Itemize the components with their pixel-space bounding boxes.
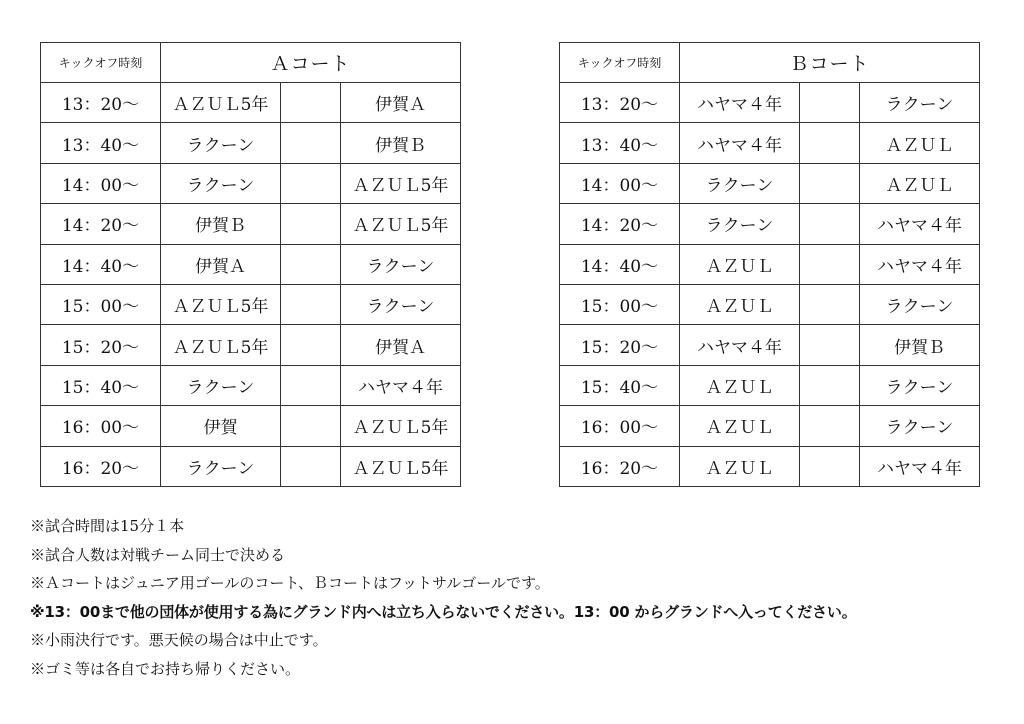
court-a-schedule-table [40, 42, 461, 487]
match-row [41, 406, 461, 446]
team1-name: ハヤマ４年 [680, 83, 800, 123]
team1-name: ラクーン [680, 204, 800, 244]
match-row [560, 244, 980, 284]
team1-name: ＡＺＵＬ [680, 446, 800, 486]
note-line: ※試合人数は対戦チーム同士で決める [30, 545, 286, 564]
score-cell [800, 406, 860, 446]
kickoff-time: 14：00〜 [560, 163, 680, 203]
team1-name: ラクーン [161, 123, 281, 163]
team2-name: ラクーン [860, 83, 980, 123]
match-row [41, 123, 461, 163]
note-line: ※Ａコートはジュニア用ゴールのコート、Ｂコートはフットサルゴールです。 [30, 574, 550, 592]
note-line: ※小雨決行です。悪天候の場合は中止です。 [30, 631, 328, 649]
score-cell [281, 284, 341, 324]
team2-name: 伊賀Ａ [341, 325, 461, 365]
score-cell [281, 204, 341, 244]
kickoff-time: 13：20〜 [41, 83, 161, 123]
team1-name: ＡＺＵＬ [680, 244, 800, 284]
team2-name: ＡＺＵＬ5年 [341, 446, 461, 486]
score-cell [281, 446, 341, 486]
score-cell [281, 325, 341, 365]
score-cell [800, 83, 860, 123]
score-cell [800, 163, 860, 203]
match-row [560, 204, 980, 244]
team1-name: ＡＺＵＬ [680, 365, 800, 405]
kickoff-time: 13：20〜 [560, 83, 680, 123]
team1-name: ハヤマ４年 [680, 123, 800, 163]
kickoff-time: 14：00〜 [41, 163, 161, 203]
match-row [41, 446, 461, 486]
match-row [560, 163, 980, 203]
match-row [560, 325, 980, 365]
score-cell [800, 204, 860, 244]
score-cell [281, 244, 341, 284]
kickoff-time: 16：00〜 [41, 406, 161, 446]
team2-name: ハヤマ４年 [341, 365, 461, 405]
kickoff-time: 14：20〜 [560, 204, 680, 244]
court-b-body [560, 43, 980, 487]
score-cell [800, 325, 860, 365]
team1-name: ＡＺＵＬ5年 [161, 83, 281, 123]
notes-list [30, 512, 1020, 683]
score-cell [281, 406, 341, 446]
team1-name: 伊賀Ａ [161, 244, 281, 284]
kickoff-time: 15：00〜 [560, 284, 680, 324]
team2-name: ＡＺＵＬ5年 [341, 406, 461, 446]
score-cell [800, 365, 860, 405]
team2-name: ハヤマ４年 [860, 204, 980, 244]
team1-name: 伊賀 [161, 406, 281, 446]
match-row [560, 365, 980, 405]
kickoff-time: 14：20〜 [41, 204, 161, 244]
court-b-title: Ｂコート [680, 43, 980, 83]
match-row [560, 123, 980, 163]
team2-name: 伊賀Ｂ [341, 123, 461, 163]
score-cell [800, 446, 860, 486]
team2-name: ハヤマ４年 [860, 244, 980, 284]
score-cell [281, 163, 341, 203]
match-row [41, 284, 461, 324]
team2-name: ＡＺＵＬ [860, 163, 980, 203]
team2-name: ＡＺＵＬ5年 [341, 163, 461, 203]
score-cell [281, 365, 341, 405]
kickoff-time: 15：40〜 [41, 365, 161, 405]
score-cell [800, 123, 860, 163]
match-row [560, 406, 980, 446]
team1-name: ハヤマ４年 [680, 325, 800, 365]
team2-name: ラクーン [341, 244, 461, 284]
kickoff-time: 14：40〜 [560, 244, 680, 284]
team1-name: ＡＺＵＬ5年 [161, 284, 281, 324]
team1-name: ラクーン [161, 365, 281, 405]
court-b-kickoff-label: キックオフ時刻 [560, 43, 680, 83]
kickoff-time: 16：20〜 [41, 446, 161, 486]
team2-name: ラクーン [860, 406, 980, 446]
note-line: ※13：00まで他の団体が使用する為にグランド内へは立ち入らないでください。13：00 からグランドへ入ってください。 [30, 602, 857, 621]
court-a-title: Ａコート [161, 43, 461, 83]
team2-name: ラクーン [860, 284, 980, 324]
team2-name: ラクーン [860, 365, 980, 405]
match-row [41, 204, 461, 244]
court-b-header-row [560, 43, 980, 83]
match-row [41, 163, 461, 203]
kickoff-time: 15：20〜 [41, 325, 161, 365]
note-line: ※試合時間は15分１本 [30, 517, 185, 535]
kickoff-time: 15：20〜 [560, 325, 680, 365]
kickoff-time: 13：40〜 [41, 123, 161, 163]
match-row [560, 83, 980, 123]
score-cell [281, 123, 341, 163]
team2-name: ハヤマ４年 [860, 446, 980, 486]
court-a-header-row [41, 43, 461, 83]
team1-name: ＡＺＵＬ [680, 406, 800, 446]
match-row [41, 83, 461, 123]
court-b-schedule-table [559, 42, 980, 487]
kickoff-time: 15：40〜 [560, 365, 680, 405]
team1-name: ラクーン [161, 446, 281, 486]
match-row [560, 446, 980, 486]
team1-name: ＡＺＵＬ5年 [161, 325, 281, 365]
court-a-body [41, 43, 461, 487]
team1-name: ラクーン [161, 163, 281, 203]
kickoff-time: 16：20〜 [560, 446, 680, 486]
team1-name: 伊賀Ｂ [161, 204, 281, 244]
note-line: ※ゴミ等は各自でお持ち帰りください。 [30, 659, 301, 678]
score-cell [800, 284, 860, 324]
team2-name: ラクーン [341, 284, 461, 324]
team2-name: ＡＺＵＬ [860, 123, 980, 163]
team1-name: ＡＺＵＬ [680, 284, 800, 324]
match-row [560, 284, 980, 324]
kickoff-time: 15：00〜 [41, 284, 161, 324]
kickoff-time: 16：00〜 [560, 406, 680, 446]
team2-name: ＡＺＵＬ5年 [341, 204, 461, 244]
match-row [41, 325, 461, 365]
score-cell [800, 244, 860, 284]
match-row [41, 365, 461, 405]
score-cell [281, 83, 341, 123]
kickoff-time: 13：40〜 [560, 123, 680, 163]
kickoff-time: 14：40〜 [41, 244, 161, 284]
court-a-kickoff-label: キックオフ時刻 [41, 43, 161, 83]
team2-name: 伊賀Ｂ [860, 325, 980, 365]
team2-name: 伊賀Ａ [341, 83, 461, 123]
match-row [41, 244, 461, 284]
team1-name: ラクーン [680, 163, 800, 203]
